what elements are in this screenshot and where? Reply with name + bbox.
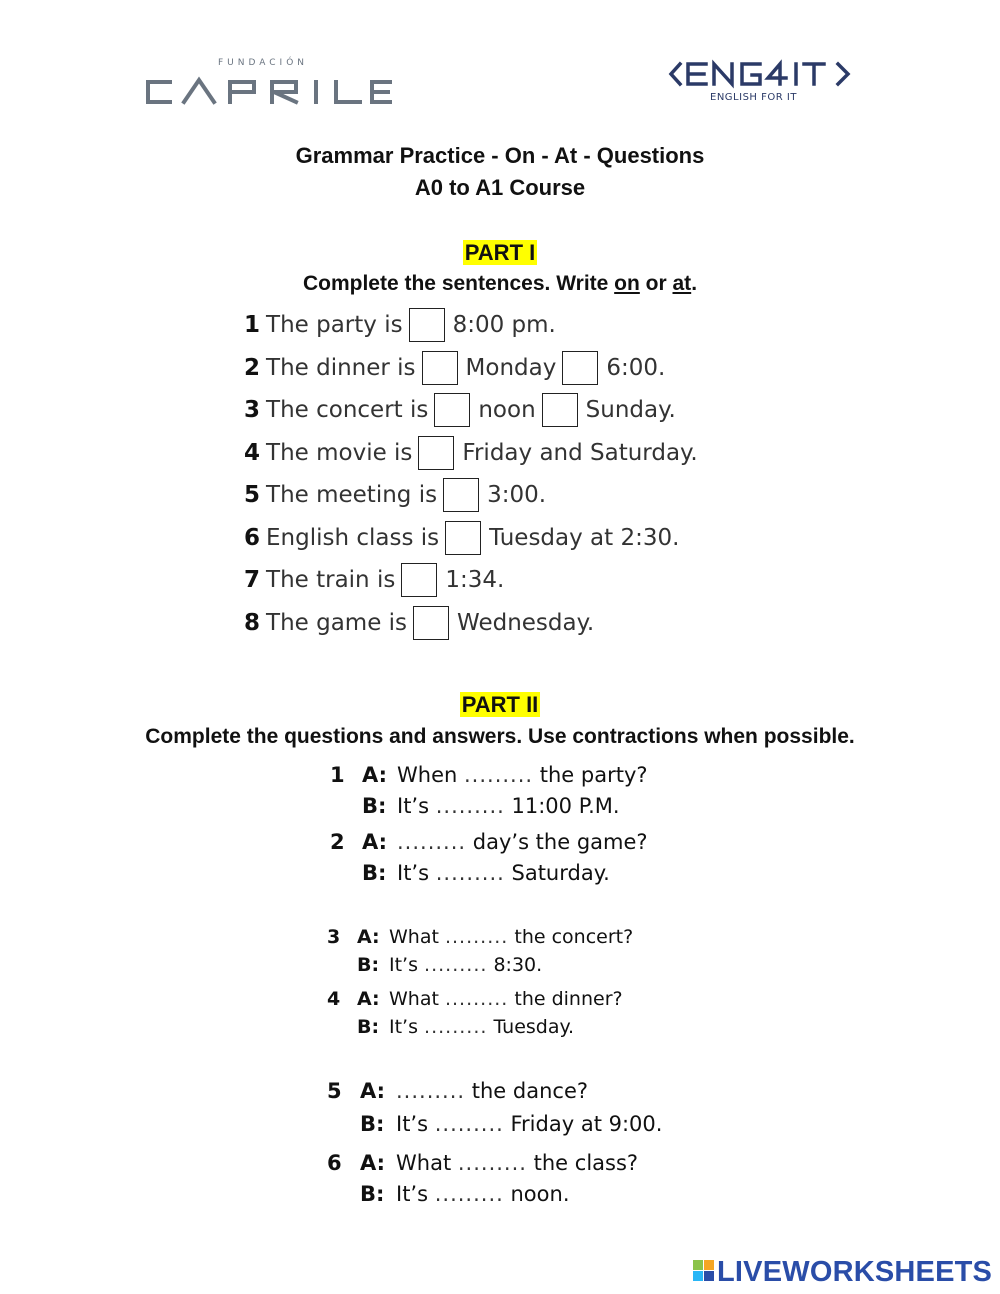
part1-item-3: 3 The concert is noon Sunday. bbox=[244, 391, 676, 429]
page-subtitle: A0 to A1 Course bbox=[414, 175, 586, 200]
part2-item-1: 1 A: When ......... the party? B: It’s ......... 11:00 P.M. bbox=[330, 763, 648, 818]
answer-blank[interactable]: ......... bbox=[434, 1112, 504, 1136]
answer-blank[interactable]: ......... bbox=[435, 794, 505, 818]
caprile-wordmark bbox=[140, 68, 400, 108]
part2-item-6: 6 A: What ......... the class? B: It’s ......... noon. bbox=[327, 1151, 639, 1206]
engait-logo-subtitle: ENGLISH FOR IT bbox=[710, 92, 797, 103]
answer-box[interactable] bbox=[562, 351, 598, 385]
answer-box[interactable] bbox=[409, 308, 445, 342]
part2-heading: PART II bbox=[461, 692, 539, 717]
answer-box[interactable] bbox=[445, 521, 481, 555]
answer-box[interactable] bbox=[443, 478, 479, 512]
liveworksheets-logo bbox=[693, 1256, 993, 1288]
answer-blank[interactable]: ......... bbox=[396, 1079, 466, 1103]
part1-item-6: 6 English class is Tuesday at 2:30. bbox=[244, 519, 679, 557]
answer-box[interactable] bbox=[542, 393, 578, 427]
engait-wordmark bbox=[668, 58, 853, 90]
part1-item-4: 4 The movie is Friday and Saturday. bbox=[244, 434, 698, 472]
answer-blank[interactable]: ......... bbox=[444, 988, 509, 1010]
part2-item-4: 4 A: What ......... the dinner? B: It’s ......... Tuesday. bbox=[327, 988, 623, 1038]
part1-item-1: 1 The party is 8:00 pm. bbox=[244, 306, 556, 344]
answer-box[interactable] bbox=[434, 393, 470, 427]
part1-item-2: 2 The dinner is Monday 6:00. bbox=[244, 349, 665, 387]
answer-box[interactable] bbox=[401, 563, 437, 597]
answer-blank[interactable]: ......... bbox=[434, 1182, 504, 1206]
answer-box[interactable] bbox=[413, 606, 449, 640]
answer-blank[interactable]: ......... bbox=[444, 926, 509, 948]
answer-blank[interactable]: ......... bbox=[464, 763, 534, 787]
answer-blank[interactable]: ......... bbox=[424, 1016, 488, 1038]
answer-blank[interactable]: ......... bbox=[457, 1151, 527, 1175]
liveworksheets-brand: LIVEWORKSHEETS bbox=[717, 1256, 993, 1288]
answer-blank[interactable]: ......... bbox=[397, 830, 467, 854]
page-title: Grammar Practice - On - At - Questions bbox=[295, 143, 705, 168]
caprile-logo-subtitle: FUNDACIÓN bbox=[218, 58, 309, 68]
answer-blank[interactable]: ......... bbox=[424, 954, 488, 976]
part1-item-5: 5 The meeting is 3:00. bbox=[244, 476, 546, 514]
part1-heading: PART I bbox=[464, 240, 536, 265]
part2-item-5: 5 A: ......... the dance? B: It’s ......... Friday at 9:00. bbox=[327, 1079, 663, 1136]
part1-item-7: 7 The train is 1:34. bbox=[244, 561, 504, 599]
part2-item-2: 2 A: ......... day’s the game? B: It’s ......... Saturday. bbox=[330, 830, 648, 885]
part1-item-8: 8 The game is Wednesday. bbox=[244, 604, 594, 642]
liveworksheets-icon bbox=[693, 1260, 715, 1282]
part2-instruction: Complete the questions and answers. Use contractions when possible. bbox=[145, 725, 855, 748]
part2-item-3: 3 A: What ......... the concert? B: It’s ......... 8:30. bbox=[327, 926, 634, 976]
caprile-logo bbox=[140, 58, 400, 108]
part1-instruction: Complete the sentences. Write on or at. bbox=[302, 272, 698, 295]
answer-box[interactable] bbox=[422, 351, 458, 385]
answer-box[interactable] bbox=[418, 436, 454, 470]
answer-blank[interactable]: ......... bbox=[435, 861, 505, 885]
engait-logo bbox=[668, 58, 853, 106]
